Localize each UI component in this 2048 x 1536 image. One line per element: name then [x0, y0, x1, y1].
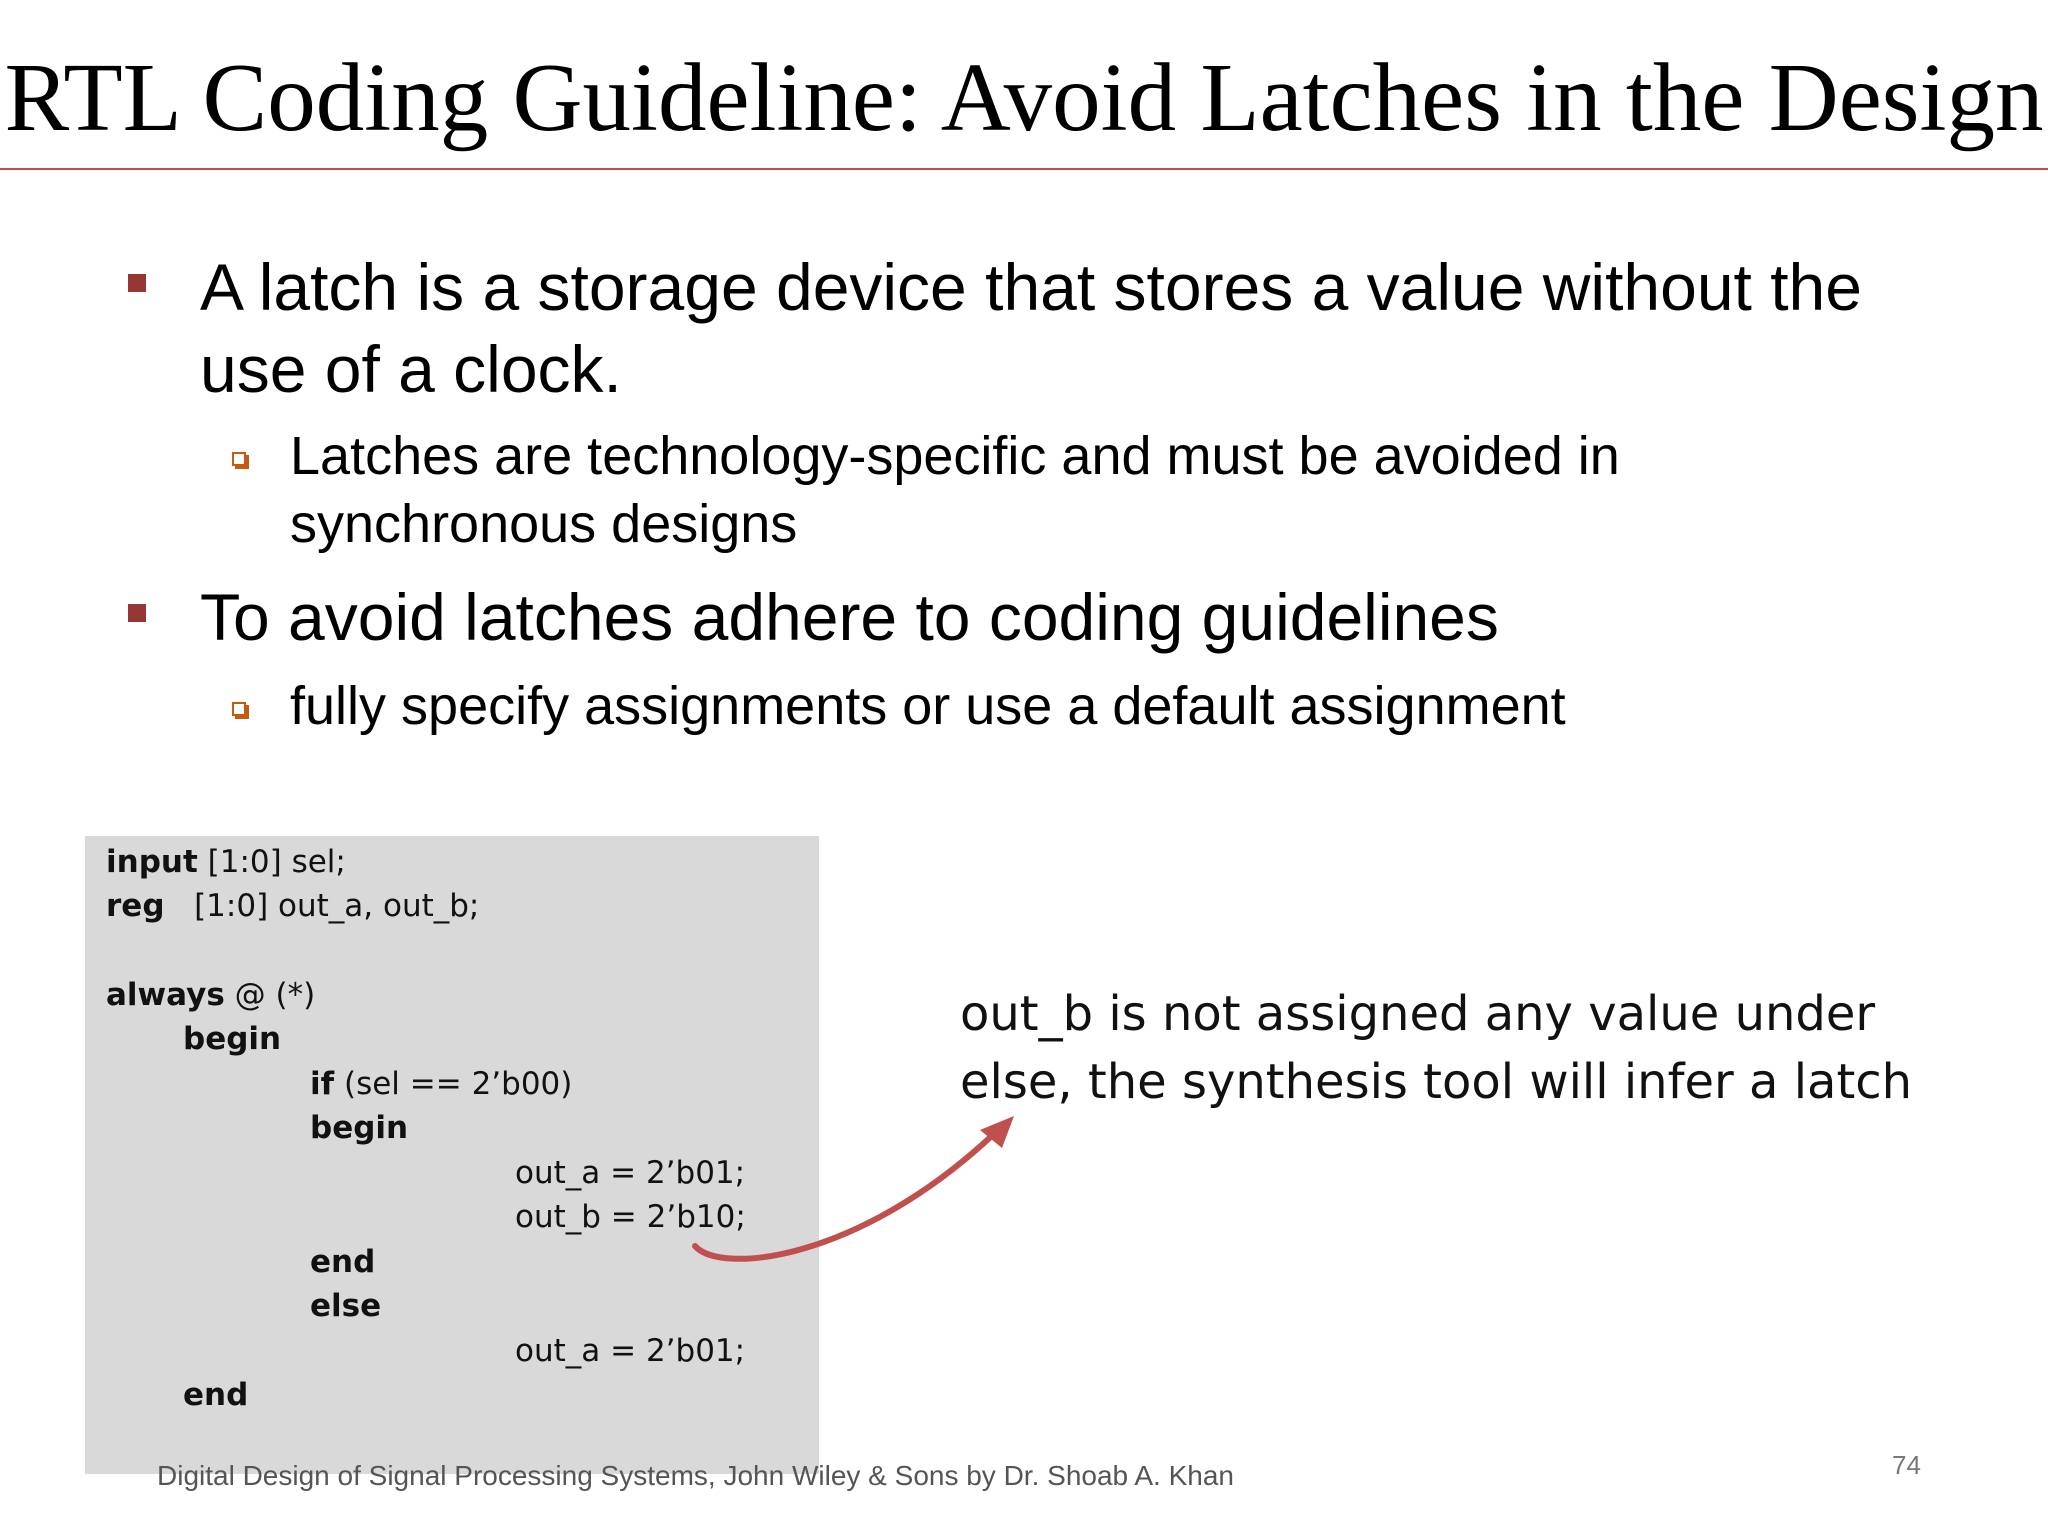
bullet-1-line-1: A latch is a storage device that stores a value without the — [200, 250, 1862, 324]
code-line-out-b: out_b = 2’b10; — [515, 1199, 746, 1235]
annotation-line-1: out_b is not assigned any value under — [960, 986, 1876, 1042]
sub-bullet-1-line-2: synchronous designs — [290, 494, 798, 554]
bullet-2-line-1: To avoid latches adhere to coding guidelines — [200, 580, 1499, 654]
bullet-2 — [200, 576, 1499, 658]
code-line: end — [183, 1377, 249, 1413]
bullet-1 — [200, 246, 1862, 410]
code-block — [85, 836, 819, 1474]
code-line: input [1:0] sel; — [106, 844, 346, 880]
code-line: begin — [183, 1021, 282, 1057]
title-divider — [0, 168, 2048, 170]
footer-citation: Digital Design of Signal Processing Systems, John Wiley & Sons by Dr. Shoab A. Khan — [157, 1460, 1234, 1491]
code-line: else — [310, 1288, 382, 1324]
sub-bullet-square-icon — [232, 702, 246, 716]
sub-bullet-1 — [290, 422, 1620, 558]
annotation-line-2: else, the synthesis tool will infer a latch — [960, 1054, 1913, 1110]
code-line: end — [310, 1244, 376, 1280]
sub-bullet-2-line-1: fully specify assignments or use a default assignment — [290, 676, 1566, 736]
code-line: out_a = 2’b01; — [515, 1333, 746, 1369]
slide-title: RTL Coding Guideline: Avoid Latches in the Design — [4, 44, 2044, 151]
code-line: begin — [310, 1110, 409, 1146]
sub-bullet-1-line-1: Latches are technology-specific and must be avoided in — [290, 426, 1620, 486]
bullet-square-icon — [128, 274, 146, 292]
bullet-1-line-2: use of a clock. — [200, 332, 622, 406]
code-line: reg [1:0] out_a, out_b; — [106, 888, 480, 924]
sub-bullet-2 — [290, 672, 1566, 740]
code-line: out_a = 2’b01; — [515, 1155, 746, 1191]
latch-annotation — [960, 980, 1960, 1116]
code-line: always @ (*) — [106, 977, 316, 1013]
code-line: if (sel == 2’b00) — [310, 1066, 573, 1102]
sub-bullet-square-icon — [232, 452, 246, 466]
bullet-square-icon — [128, 604, 146, 622]
callout-arrow-head-icon — [980, 1116, 1014, 1148]
page-number: 74 — [1892, 1450, 1921, 1480]
